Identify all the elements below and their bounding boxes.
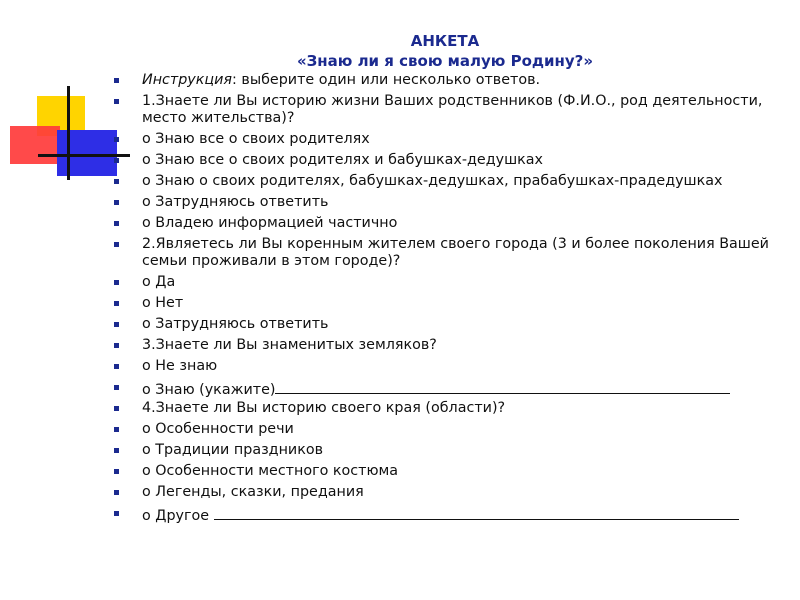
bullet-icon [114,511,119,516]
option-item[interactable] [112,173,772,194]
bullet-icon [114,469,119,474]
option-label: о Нет [142,295,184,311]
page-subtitle: «Знаю ли я свою малую Родину?» [296,52,594,70]
option-label: о Знаю о своих родителях, бабушках-дедушках, прабабушках-прадедушках [142,173,723,189]
question-text: 2.Являетесь ли Вы коренным жителем своего города (3 и более поколения Вашей семьи проживали в этом городе)? [142,236,769,269]
bullet-icon [114,280,119,285]
option-label: о Особенности речи [142,421,294,437]
bullet-icon [114,179,119,184]
option-label: о Знаю все о своих родителях и бабушках-дедушках [142,152,544,168]
questionnaire-list [112,72,772,526]
bullet-icon [114,301,119,306]
question-text: 4.Знаете ли Вы историю своего края (области)? [142,400,506,416]
option-label: о Особенности местного костюма [142,463,399,479]
bullet-icon [114,406,119,411]
option-label: о Легенды, сказки, предания [142,484,364,500]
option-item[interactable] [112,194,772,215]
bullet-icon [114,448,119,453]
bullet-icon [114,343,119,348]
bullet-icon [114,322,119,327]
question-text: 1.Знаете ли Вы историю жизни Ваших родственников (Ф.И.О., род деятельности, место жительства)? [142,93,763,126]
question-text: 3.Знаете ли Вы знаменитых земляков? [142,337,437,353]
instruction-label: Инструкция [142,72,233,88]
option-item[interactable] [112,505,772,526]
option-item[interactable] [112,442,772,463]
option-item[interactable] [112,421,772,442]
option-item[interactable] [112,484,772,505]
page-title: АНКЕТА [410,32,480,50]
red-square [10,126,60,164]
question-1 [112,93,772,131]
bullet-icon [114,221,119,226]
option-item[interactable] [112,358,772,379]
answer-blank-line[interactable] [214,505,739,520]
option-label: о Традиции праздников [142,442,324,458]
vertical-line [67,86,70,180]
instruction-text: : выберите один или несколько ответов. [232,72,541,88]
bullet-icon [114,200,119,205]
answer-blank-line[interactable] [275,379,730,394]
bullet-icon [114,78,119,83]
option-label: о Владею информацией частично [142,215,398,231]
option-item[interactable] [112,463,772,484]
option-item[interactable] [112,295,772,316]
option-item[interactable] [112,131,772,152]
bullet-icon [114,427,119,432]
option-item[interactable] [112,274,772,295]
question-4 [112,400,772,421]
option-label: о Знаю (укажите) [142,382,276,398]
option-label: о Затрудняюсь ответить [142,194,329,210]
option-label: о Другое [142,508,214,524]
option-label: о Затрудняюсь ответить [142,316,329,332]
option-item[interactable] [112,215,772,236]
instruction-item [112,72,772,93]
bullet-icon [114,137,119,142]
bullet-icon [114,158,119,163]
option-item[interactable] [112,316,772,337]
bullet-icon [114,490,119,495]
blue-square [57,130,117,176]
bullet-icon [114,242,119,247]
bullet-icon [114,99,119,104]
bullet-icon [114,385,119,390]
question-2 [112,236,772,274]
option-item[interactable] [112,152,772,173]
option-label: о Да [142,274,176,290]
option-item[interactable] [112,379,772,400]
question-3 [112,337,772,358]
option-label: о Не знаю [142,358,218,374]
option-label: о Знаю все о своих родителях [142,131,370,147]
bullet-icon [114,364,119,369]
